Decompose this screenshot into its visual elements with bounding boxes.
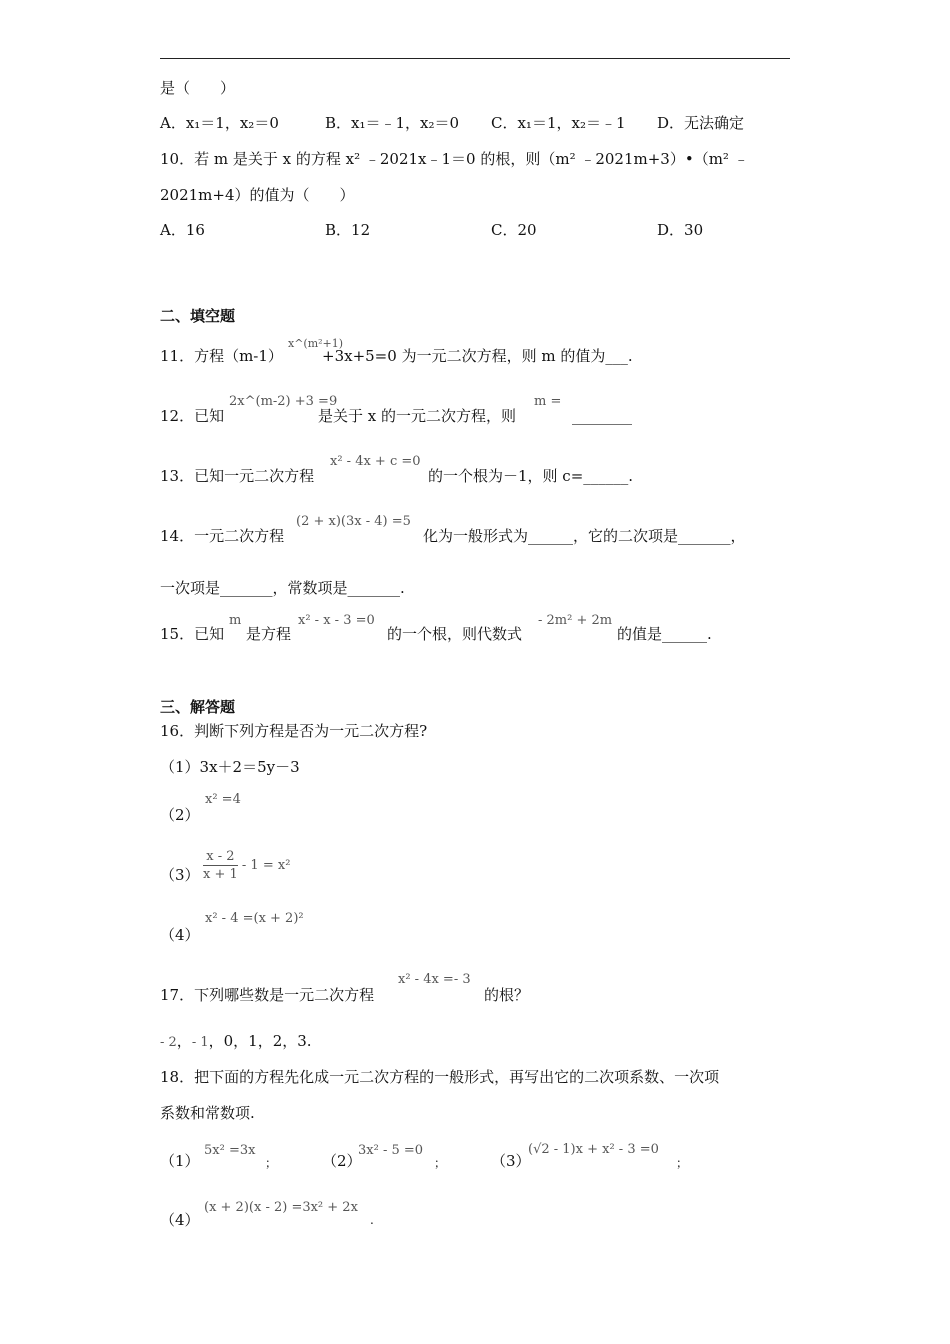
q11-pre: 11．方程（m-1） [160, 347, 283, 365]
q16-part1: （1）3x＋2＝5y－3 [160, 758, 300, 776]
q15-math-m: m [229, 613, 242, 628]
q16-part3-denominator: x + 1 [203, 867, 238, 882]
q15-post: 的值是______. [617, 625, 712, 643]
q15-mid1: 是方程 [246, 625, 292, 643]
q12-blank: ________ [572, 407, 632, 425]
q13-math: x² - 4x + c =0 [330, 454, 421, 469]
q14-line2: 一次项是_______，常数项是_______. [160, 579, 405, 597]
q18-part4-end: . [370, 1213, 374, 1227]
q17-candidate-neg1: - 1 [191, 1035, 209, 1050]
header-rule [160, 58, 790, 59]
q18-part1-math: 5x² =3x [204, 1143, 256, 1158]
q10-option-c: C．20 [491, 221, 537, 239]
q18-part2-math: 3x² - 5 =0 [358, 1143, 424, 1158]
q17-candidates [160, 1031, 312, 1053]
q18-part2-end: ； [434, 1156, 447, 1170]
q18-part4-math: (x + 2)(x - 2) =3x² + 2x [204, 1200, 358, 1215]
q18-part4-label: （4） [160, 1211, 200, 1229]
q9-option-a: A．x₁＝1，x₂＝0 [160, 114, 279, 132]
q9-option-c: C．x₁＝1，x₂＝﹣1 [491, 114, 626, 132]
q18-stem-line2: 系数和常数项. [160, 1104, 255, 1122]
q17-candidates-rest: ，0，1，2，3. [208, 1032, 312, 1050]
q13-post: 的一个根为－1，则 c=______. [428, 467, 634, 485]
q18-part3-math: (√2 - 1)x + x² - 3 =0 [528, 1142, 659, 1157]
q16-part3-rest: - 1 = x² [241, 858, 291, 873]
q18-part3-end: ； [676, 1156, 689, 1170]
q11-exponent-math: x^(m²+1) [288, 337, 344, 350]
q16-part2-math: x² =4 [205, 792, 241, 807]
q16-part4-label: （4） [160, 926, 200, 944]
q17-candidate-neg2: - 2 [160, 1035, 177, 1050]
q15-math-expression: - 2m² + 2m [538, 613, 613, 628]
q11-post: +3x+5=0 为一元二次方程，则 m 的值为___. [322, 347, 633, 365]
q9-stem-fragment: 是（ ） [160, 79, 236, 97]
q9-option-d: D．无法确定 [657, 114, 745, 132]
q18-part1-end: ； [265, 1156, 278, 1170]
q15-pre: 15．已知 [160, 625, 225, 643]
q12-math-m: m = [534, 394, 562, 409]
q15-math-equation: x² - x - 3 =0 [298, 613, 375, 628]
q16-part3-label: （3） [160, 866, 200, 884]
q18-part1-label: （1） [160, 1152, 200, 1170]
q10-option-d: D．30 [657, 221, 704, 239]
q17-pre: 17．下列哪些数是一元二次方程 [160, 986, 375, 1004]
q12-mid: 是关于 x 的一元二次方程，则 [318, 407, 516, 425]
q9-option-b: B．x₁＝﹣1，x₂＝0 [325, 114, 460, 132]
q10-stem-line1: 10．若 m 是关于 x 的方程 x² ﹣2021x﹣1＝0 的根，则（m² ﹣2021m+3）•（m² ﹣ [160, 150, 749, 168]
q14-post: 化为一般形式为______，它的二次项是_______， [423, 527, 746, 545]
section-title-fill-blank: 二、填空题 [160, 307, 236, 325]
q12-pre: 12．已知 [160, 407, 225, 425]
q18-part2-label: （2） [322, 1152, 362, 1170]
q17-post: 的根？ [484, 986, 530, 1004]
q16-part3-math [203, 848, 290, 883]
q10-stem-line2: 2021m+4）的值为（ ） [160, 186, 355, 204]
q18-part3-label: （3） [491, 1152, 531, 1170]
q16-part3-numerator: x - 2 [203, 848, 238, 866]
q16-title: 16．判断下列方程是否为一元二次方程? [160, 722, 428, 740]
q16-part4-math: x² - 4 =(x + 2)² [205, 911, 304, 926]
q10-option-b: B．12 [325, 221, 371, 239]
q13-pre: 13．已知一元二次方程 [160, 467, 315, 485]
q16-part2-label: （2） [160, 806, 200, 824]
section-title-answer: 三、解答题 [160, 698, 236, 716]
q14-pre: 14．一元二次方程 [160, 527, 285, 545]
q14-math: (2 + x)(3x - 4) =5 [296, 514, 411, 529]
q17-math: x² - 4x =- 3 [398, 972, 471, 987]
q15-mid2: 的一个根，则代数式 [387, 625, 523, 643]
q17-sep: ， [176, 1032, 192, 1050]
q10-option-a: A．16 [160, 221, 205, 239]
q18-stem-line1: 18．把下面的方程先化成一元二次方程的一般形式，再写出它的二次项系数、一次项 [160, 1068, 720, 1086]
q12-math-equation: 2x^(m-2) +3 =9 [229, 394, 338, 409]
